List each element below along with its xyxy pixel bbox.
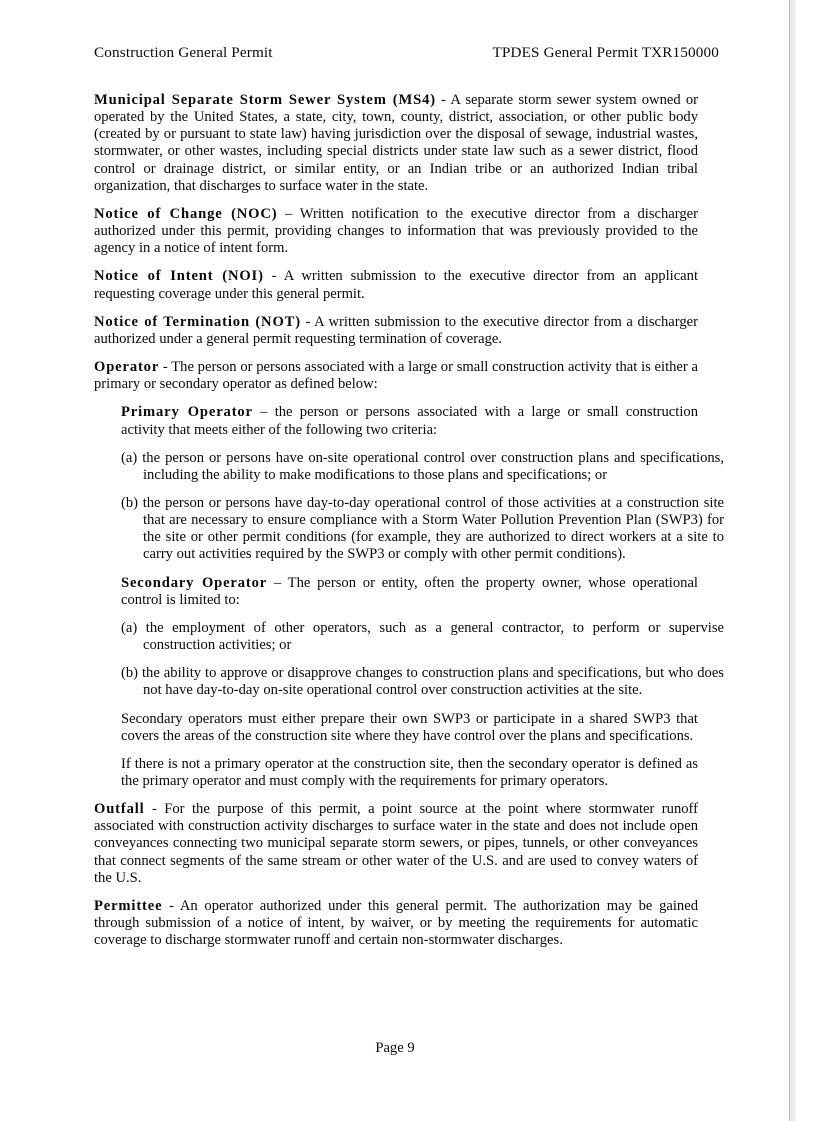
list-item: [121, 450, 724, 484]
list-item-text: the person or persons have on-site operational control over construction plans and specifications, including the ability to make modifications to those plans and specifications; or: [142, 449, 724, 483]
definition-text-ms4: - A separate storm sewer system owned or operated by the United States, a state, city, town, county, district, association, or other public body (created by or pursuant to state law) having jurisdiction over the disposal of sewage, industrial wastes, stormwater, or other wastes, including special districts under state law such as a sewer district, flood control or drainage district, or similar entity, or an Indian tribe or an authorized Indian tribal organization, that discharges to surface water in the state.: [94, 92, 699, 194]
definition-term-noi: Notice of Intent (NOI): [94, 268, 264, 285]
list-item: [121, 495, 724, 564]
definition-permittee: [94, 898, 698, 949]
definition-text-operator: - The person or persons associated with a large or small construction activity that is either a primary or secondary operator as defined below:: [94, 359, 698, 393]
header-right-permit-number: TPDES General Permit TXR150000: [492, 44, 719, 61]
definition-term-operator: Operator: [94, 359, 160, 376]
definition-term-not: Notice of Termination (NOT): [94, 313, 301, 330]
definition-term-permittee: Permittee: [94, 897, 163, 914]
definition-text-noc: – Written notification to the executive director from a discharger authorized under this permit, providing changes to information that was previously provided to the agency in a notice of intent form.: [94, 205, 699, 257]
definition-text-noi: - A written submission to the executive director from an applicant requesting coverage under this general permit.: [94, 268, 699, 302]
definition-notice-of-intent: [94, 268, 698, 302]
secondary-operator-note-2: If there is not a primary operator at the construction site, then the secondary operator is defined as the primary operator and must comply with the requirements for primary operators.: [121, 755, 698, 789]
page-footer: [0, 1040, 790, 1057]
definition-term-primary-operator: Primary Operator: [121, 404, 253, 421]
list-item: [121, 665, 724, 699]
document-body: [94, 92, 724, 949]
definition-text-secondary-operator: – The person or entity, often the property owner, whose operational control is limited to:: [121, 574, 698, 608]
definition-secondary-operator: [121, 575, 698, 609]
definition-text-primary-operator: – the person or persons associated with a large or small construction activity that meets either of the following two criteria:: [121, 404, 698, 438]
definition-term-outfall: Outfall: [94, 801, 145, 818]
definition-term-noc: Notice of Change (NOC): [94, 205, 278, 222]
definition-text-not: - A written submission to the executive director from a discharger authorized under a general permit requesting termination of coverage.: [94, 313, 698, 347]
definition-operator: [94, 359, 698, 393]
list-marker: (a): [121, 619, 138, 636]
definition-ms4: [94, 92, 698, 195]
page-gutter: [796, 0, 820, 1121]
definition-notice-of-change: [94, 206, 698, 257]
definition-text-permittee: - An operator authorized under this general permit. The authorization may be gained through submission of a notice of intent, by waiver, or by meeting the requirements for automatic coverage to discharge stormwater runoff and certain non-stormwater discharges.: [94, 897, 698, 949]
page-number-label: Page 9: [375, 1040, 415, 1056]
list-item-text: the person or persons have day-to-day operational control of those activities at a construction site that are necessary to ensure compliance with a Storm Water Pollution Prevention Plan (SWP3) for the site or other permit conditions (for example, they are authorized to direct workers at a site to carry out activities required by the SWP3 or comply with other permit conditions).: [142, 494, 724, 563]
definition-notice-of-termination: [94, 314, 698, 348]
list-item-text: the employment of other operators, such as a general contractor, to perform or supervise construction activities; or: [143, 619, 724, 654]
list-marker: (b): [121, 494, 139, 511]
list-item-text: the ability to approve or disapprove changes to construction plans and specifications, but who does not have day-to-day on-site operational control over construction activities at the site.: [142, 665, 724, 699]
definition-term-secondary-operator: Secondary Operator: [121, 574, 268, 591]
running-header: [94, 44, 719, 62]
definition-text-outfall: - For the purpose of this permit, a point source at the point where stormwater runoff associated with construction activity discharges to surface water in the state and does not include open conveyances connecting two municipal separate storm sewers, or pipes, tunnels, or other conveyances that connect segments of the same stream or other water of the U.S. and are used to convey waters of the U.S.: [94, 801, 698, 886]
definition-term-ms4: Municipal Separate Storm Sewer System (MS4): [94, 92, 436, 108]
secondary-operator-note-1: Secondary operators must either prepare their own SWP3 or participate in a shared SWP3 that covers the areas of the construction site where they have control over the plans and specifications.: [121, 710, 698, 744]
definition-primary-operator: [121, 404, 698, 438]
list-marker: (a): [121, 449, 138, 466]
list-item: [121, 620, 724, 654]
definition-outfall: [94, 801, 698, 887]
header-left-title: Construction General Permit: [94, 44, 273, 61]
list-marker: (b): [121, 665, 139, 682]
